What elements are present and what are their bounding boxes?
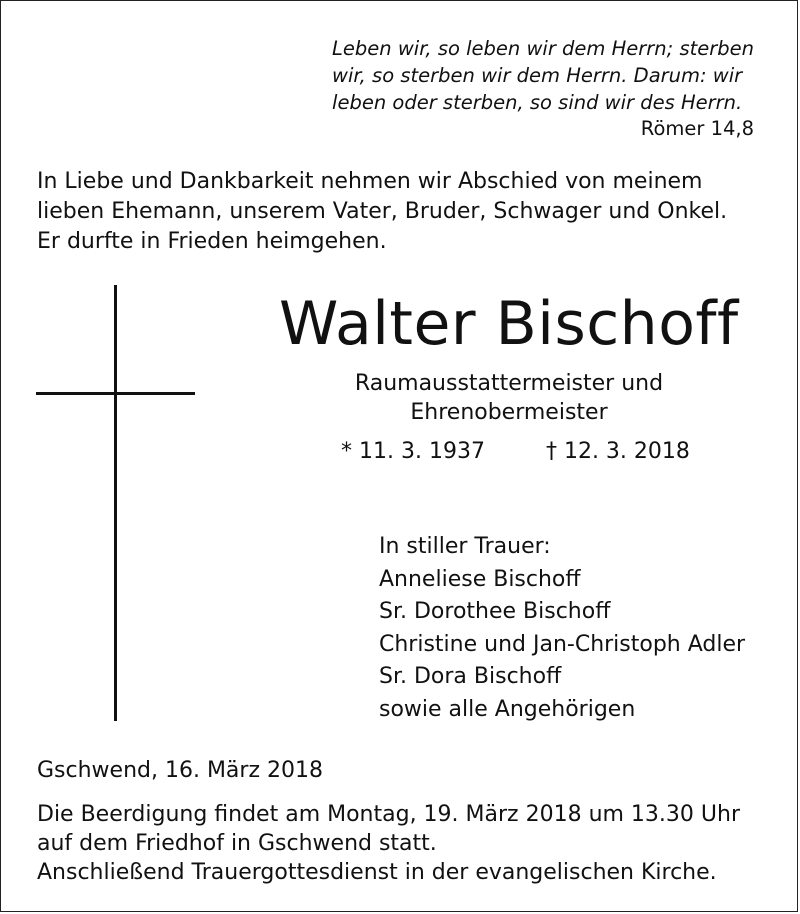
intro-line: In Liebe und Dankbarkeit nehmen wir Abschied von meinem: [37, 169, 703, 194]
mourners-heading: In stiller Trauer:: [379, 534, 551, 559]
mourners-list: [379, 531, 745, 726]
cross-icon-horizontal-bar: [36, 392, 195, 395]
cross-icon-vertical-bar: [114, 285, 117, 721]
title-line: Raumausstattermeister und: [354, 371, 664, 396]
verse-line: Leben wir, so leben wir dem Herrn; sterben: [332, 37, 754, 60]
funeral-line: auf dem Friedhof in Gschwend statt.: [37, 831, 437, 856]
funeral-line: Anschließend Trauergottesdienst in der evangelischen Kirche.: [37, 860, 717, 885]
birth-date: * 11. 3. 1937: [341, 439, 485, 464]
title-line: Ehrenobermeister: [410, 400, 608, 425]
mourner-name: sowie alle Angehörigen: [379, 696, 636, 722]
verse-reference: Römer 14,8: [640, 117, 754, 140]
death-date: † 12. 3. 2018: [545, 439, 690, 464]
verse-line: wir, so sterben wir dem Herrn. Darum: wir: [332, 64, 743, 87]
bible-verse: [332, 35, 754, 116]
mourner-name: Anneliese Bischoff: [379, 566, 581, 592]
funeral-line: Die Beerdigung findet am Montag, 19. März 2018 um 13.30 Uhr: [37, 802, 741, 827]
intro-line: lieben Ehemann, unserem Vater, Bruder, Schwager und Onkel.: [37, 199, 728, 224]
place-date: Gschwend, 16. März 2018: [37, 758, 323, 783]
mourner-name: Sr. Dorothee Bischoff: [379, 599, 611, 624]
life-dates: [341, 439, 690, 464]
intro-text: [37, 167, 767, 257]
funeral-info: [37, 800, 740, 887]
verse-line: leben oder sterben, so sind wir des Herrn.: [332, 91, 743, 114]
intro-line: Er durfte in Frieden heimgehen.: [37, 229, 387, 254]
mourner-name: Christine und Jan-Christoph Adler: [379, 631, 746, 657]
deceased-name: Walter Bischoff: [279, 289, 739, 359]
deceased-title: [279, 369, 739, 427]
mourner-name: Sr. Dora Bischoff: [379, 664, 562, 689]
